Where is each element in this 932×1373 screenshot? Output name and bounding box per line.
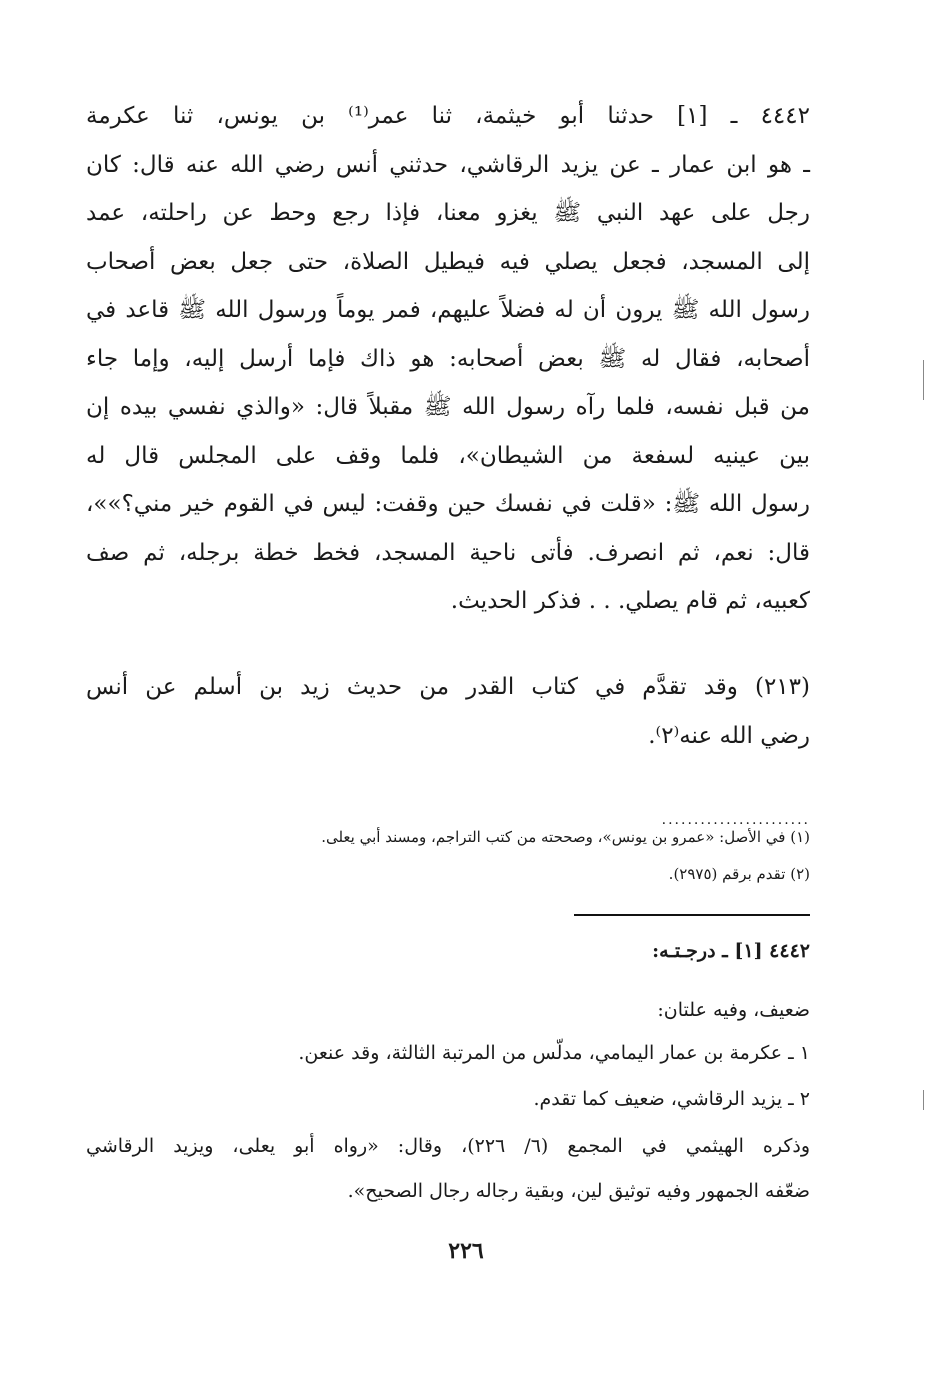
grading-heading: ٤٤٤٢ [١] ـ درجـتـه: (652, 940, 810, 962)
hadith-line: كعبيه، ثم قام يصلي. . . فذكر الحديث. (450, 588, 810, 614)
hadith-line: رجل على عهد النبي ﷺ يغزو معنا، فإذا رجع وحط عن راحلته، عمد (86, 200, 810, 226)
footnote-separator: ....................... (661, 815, 810, 825)
footnote-2: (٢) تقدم برقم (٢٩٧٥). (668, 865, 810, 883)
page-number: ٢٢٦ (448, 1238, 484, 1264)
scan-edge-mark (923, 360, 924, 400)
hadith-line: من قبل نفسه، فلما رآه رسول الله ﷺ مقبلاً قال: «والذي نفسي بيده إن (86, 394, 810, 420)
hadith-line: بين عينيه لسفعة من الشيطان»، فلما وقف على المجلس قال له (86, 442, 810, 469)
hadith-line: أصحابه، فقال له ﷺ بعض أصحابه: هو ذاك فإما أرسل إليه، وإما جاء (86, 345, 810, 372)
hadith-line: ـ هو ابن عمار ـ عن يزيد الرقاشي، حدثني أنس رضي الله عنه قال: كان (86, 151, 810, 178)
section-divider (574, 914, 810, 916)
grading-line: ضعيف، وفيه علتان: (657, 999, 810, 1021)
grading-line: ضعّفه الجمهور وفيه توثيق لين، وبقية رجاله رجال الصحيح». (347, 1180, 810, 1202)
cross-reference (86, 663, 810, 760)
footnote-1: (١) في الأصل: «عمرو بن يونس»، وصححته من كتب التراجم، ومسند أبي يعلى. (321, 828, 810, 846)
cross-reference-line: رضي الله عنه⁽٢⁾. (648, 722, 810, 749)
grading-line: ٢ ـ يزيد الرقاشي، ضعيف كما تقدم. (533, 1088, 810, 1110)
hadith-line: قال: نعم، ثم انصرف. فأتى ناحية المسجد، فخط خطة برجله، ثم صف (86, 539, 810, 566)
scan-edge-mark (923, 1090, 924, 1110)
hadith-text (86, 92, 810, 626)
hadith-line: رسول الله ﷺ: «قلت في نفسك حين وقفت: ليس في القوم خير مني؟»»، (86, 491, 810, 517)
hadith-line: ٤٤٤٢ ـ [١] حدثنا أبو خيثمة، ثنا عمر⁽¹⁾ بن يونس، ثنا عكرمة (86, 103, 810, 129)
cross-reference-line: (٢١٣) وقد تقدَّم في كتاب القدر من حديث زيد بن أسلم عن أنس (86, 674, 810, 700)
hadith-line: رسول الله ﷺ يرون أن له فضلاً عليهم، فمر يوماً ورسول الله ﷺ قاعد في (86, 297, 810, 323)
grading-line: وذكره الهيثمي في المجمع (٦/ ٢٢٦)، وقال: «رواه أبو يعلى، ويزيد الرقاشي (86, 1135, 810, 1157)
hadith-line: إلى المسجد، فجعل يصلي فيه فيطيل الصلاة، حتى جعل بعض أصحاب (86, 248, 810, 275)
grading-line: ١ ـ عكرمة بن عمار اليمامي، مدلّس من المرتبة الثالثة، وقد عنعن. (298, 1042, 810, 1064)
